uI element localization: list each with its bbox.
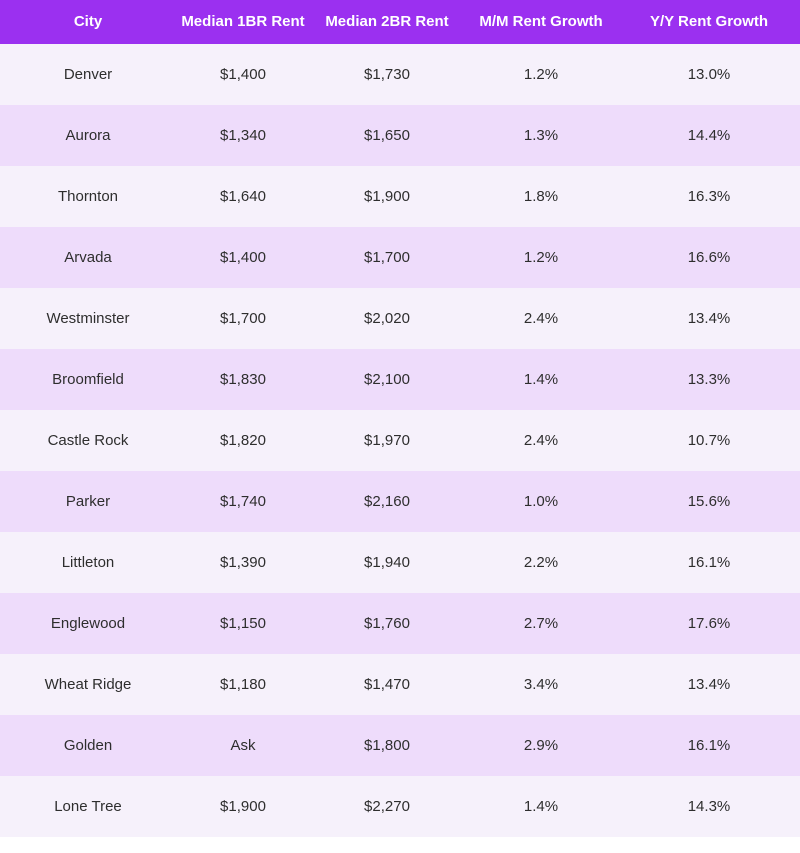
cell-value: 1.8%	[464, 166, 618, 227]
cell-value: 15.6%	[618, 471, 800, 532]
cell-city: Wheat Ridge	[0, 654, 176, 715]
cell-city: Arvada	[0, 227, 176, 288]
cell-value: $1,340	[176, 105, 310, 166]
cell-value: 2.9%	[464, 715, 618, 776]
table-row	[0, 715, 800, 776]
cell-value: $1,400	[176, 44, 310, 105]
cell-value: 1.2%	[464, 227, 618, 288]
cell-value: 16.3%	[618, 166, 800, 227]
table-body	[0, 44, 800, 837]
column-header-yy-rent-growth: Y/Y Rent Growth	[618, 0, 800, 44]
cell-value: 13.4%	[618, 654, 800, 715]
cell-value: $1,470	[310, 654, 464, 715]
cell-value: $2,020	[310, 288, 464, 349]
table-row	[0, 288, 800, 349]
cell-value: 14.4%	[618, 105, 800, 166]
cell-value: 2.4%	[464, 410, 618, 471]
table-row	[0, 593, 800, 654]
cell-value: $1,180	[176, 654, 310, 715]
table-header	[0, 0, 800, 44]
cell-value: $2,100	[310, 349, 464, 410]
cell-value: $1,940	[310, 532, 464, 593]
cell-city: Aurora	[0, 105, 176, 166]
table-row	[0, 532, 800, 593]
cell-value: $1,700	[176, 288, 310, 349]
cell-value: $1,400	[176, 227, 310, 288]
cell-value: 2.2%	[464, 532, 618, 593]
cell-value: 10.7%	[618, 410, 800, 471]
cell-value: 3.4%	[464, 654, 618, 715]
column-header-median-2br-rent: Median 2BR Rent	[310, 0, 464, 44]
cell-value: Ask	[176, 715, 310, 776]
cell-value: $2,160	[310, 471, 464, 532]
cell-value: $1,650	[310, 105, 464, 166]
table-row	[0, 471, 800, 532]
cell-value: $1,760	[310, 593, 464, 654]
cell-city: Westminster	[0, 288, 176, 349]
cell-value: 13.0%	[618, 44, 800, 105]
cell-value: $1,820	[176, 410, 310, 471]
table-row	[0, 227, 800, 288]
cell-value: $1,640	[176, 166, 310, 227]
column-header-median-1br-rent: Median 1BR Rent	[176, 0, 310, 44]
table-row	[0, 105, 800, 166]
cell-value: 2.4%	[464, 288, 618, 349]
table-row	[0, 44, 800, 105]
cell-value: 14.3%	[618, 776, 800, 837]
column-header-city: City	[0, 0, 176, 44]
cell-value: $2,270	[310, 776, 464, 837]
cell-value: 17.6%	[618, 593, 800, 654]
table-row	[0, 166, 800, 227]
table-row	[0, 410, 800, 471]
cell-value: $1,900	[176, 776, 310, 837]
column-header-mm-rent-growth: M/M Rent Growth	[464, 0, 618, 44]
cell-value: $1,970	[310, 410, 464, 471]
cell-city: Thornton	[0, 166, 176, 227]
cell-city: Golden	[0, 715, 176, 776]
cell-value: 13.4%	[618, 288, 800, 349]
cell-value: $1,830	[176, 349, 310, 410]
cell-value: 16.1%	[618, 715, 800, 776]
cell-value: 16.6%	[618, 227, 800, 288]
cell-value: $1,730	[310, 44, 464, 105]
cell-value: $1,740	[176, 471, 310, 532]
cell-value: 2.7%	[464, 593, 618, 654]
cell-value: 1.3%	[464, 105, 618, 166]
cell-city: Englewood	[0, 593, 176, 654]
cell-city: Lone Tree	[0, 776, 176, 837]
cell-value: 13.3%	[618, 349, 800, 410]
cell-city: Littleton	[0, 532, 176, 593]
cell-city: Castle Rock	[0, 410, 176, 471]
cell-value: $1,150	[176, 593, 310, 654]
cell-value: $1,390	[176, 532, 310, 593]
cell-value: 1.2%	[464, 44, 618, 105]
cell-value: $1,700	[310, 227, 464, 288]
cell-value: $1,900	[310, 166, 464, 227]
cell-city: Broomfield	[0, 349, 176, 410]
table-row	[0, 349, 800, 410]
table-header-row	[0, 0, 800, 44]
table-row	[0, 654, 800, 715]
cell-value: 16.1%	[618, 532, 800, 593]
cell-value: $1,800	[310, 715, 464, 776]
cell-value: 1.0%	[464, 471, 618, 532]
cell-value: 1.4%	[464, 349, 618, 410]
cell-city: Parker	[0, 471, 176, 532]
cell-city: Denver	[0, 44, 176, 105]
cell-value: 1.4%	[464, 776, 618, 837]
table-row	[0, 776, 800, 837]
